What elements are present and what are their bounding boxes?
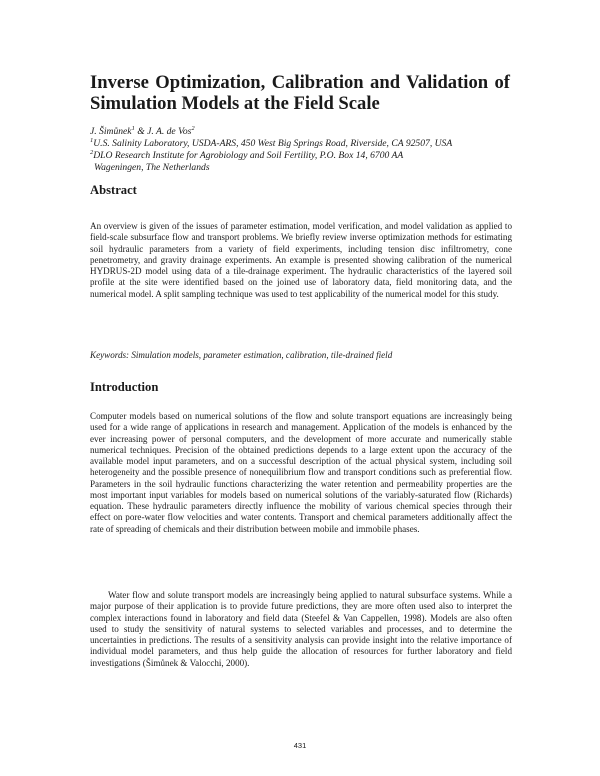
affiliation-2: $^2$DLO Research Institute for Agrobiology and Soil Fertility, P.O. Box 14, 6700 AA <box>90 148 404 161</box>
introduction-paragraph-2: Water flow and solute transport models are increasingly being applied to natural subsurface systems. While a major purpose of their application is to provide future predictions, they are more often used also to interpret the complex interactions found in laboratory and field data (Steefel & Van Cappellen, 1998). Models are also often used to study the sensitivity of natural systems to selected variables and processes, and to determine the uncertainties in predictions. The results of a sensitivity analysis can provide insight into the relative importance of individual model parameters, and thus help guide the allocation of resources for further laboratory and field investigations (Šimůnek & Valocchi, 2000). <box>90 590 512 668</box>
author-block <box>90 126 520 174</box>
author-names: J. Šimůnek$^1$ & J. A. de Vos$^2$ <box>90 124 195 137</box>
introduction-heading: Introduction <box>90 380 159 394</box>
page-number: 431 <box>293 741 307 750</box>
paper-title: Inverse Optimization, Calibration and Validation of Simulation Models at the Field Scale <box>90 72 510 114</box>
affiliation-2-cont: Wageningen, The Netherlands <box>94 162 210 173</box>
affiliation-1: $^1$U.S. Salinity Laboratory, USDA-ARS, 450 West Big Springs Road, Riverside, CA 92507, USA <box>90 136 453 149</box>
introduction-paragraph-1: Computer models based on numerical solutions of the flow and solute transport equations are increasingly being used for a wide range of applications in research and management. Application of the models is enhanced by the ever increasing power of personal computers, and the development of more accurate and numerically stable numerical techniques. Precision of the obtained predictions depends to a large extent upon the accuracy of the available model input parameters, and on a successful description of the actual physical system, including soil heterogeneity and the possible presence of nonequilibrium flow and transport conditions such as preferential flow. Parameters in the soil hydraulic functions characterizing the water retention and permeability properties are the most important input variables for models based on numerical solutions of the variably-saturated flow (Richards) equation. These hydraulic parameters directly influence the mobility of various chemical species through their effect on pore-water flow velocities and water contents. Transport and chemical parameters additionally affect the rate of spreading of chemicals and their distribution between mobile and immobile phases. <box>90 411 512 534</box>
abstract-heading: Abstract <box>90 183 137 197</box>
abstract-text: An overview is given of the issues of parameter estimation, model verification, and model validation as applied to field-scale subsurface flow and transport problems. We briefly review inverse optimization methods for estimating soil hydraulic parameters from a variety of field experiments, including tension disc infiltrometry, cone penetrometry, and gravity drainage experiments. An example is presented showing calibration of the numerical HYDRUS-2D model using data of a tile-drainage experiment. The hydraulic characteristics of the layered soil profile at the site were identified based on the joined use of laboratory data, field monitoring data, and the numerical model. A split sampling technique was used to test applicability of the numerical model for this study. <box>90 221 512 299</box>
keywords: Keywords: Simulation models, parameter estimation, calibration, tile-drained field <box>90 350 393 360</box>
